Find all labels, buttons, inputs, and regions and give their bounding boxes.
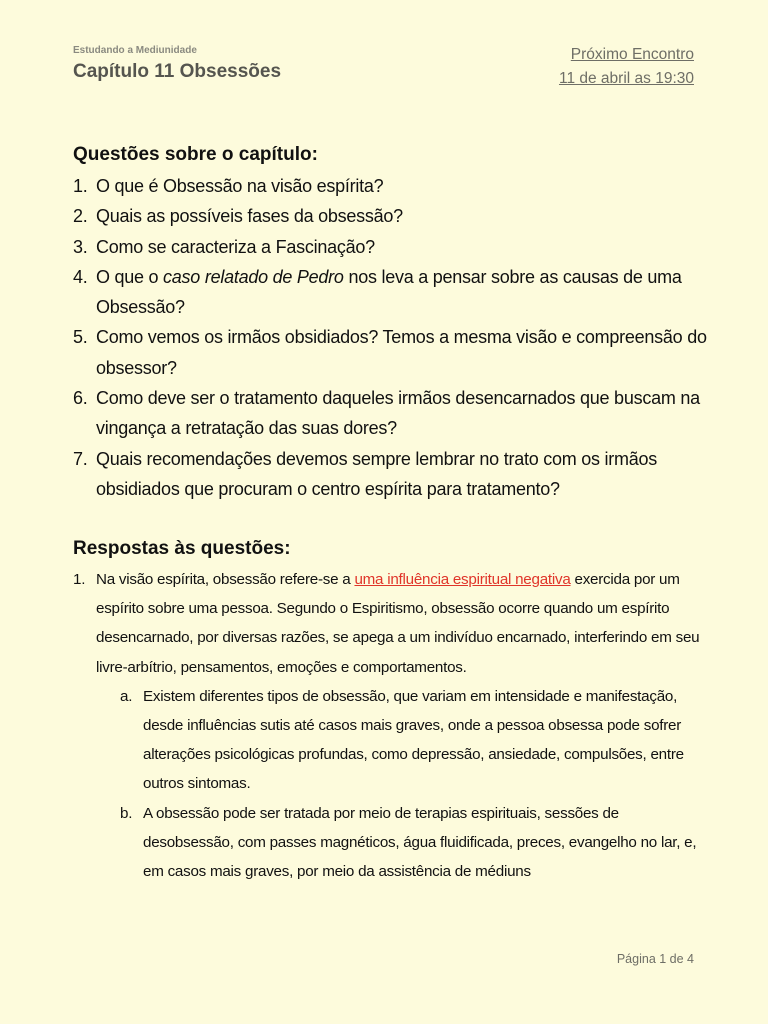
question-text: Como deve ser o tratamento daqueles irmãos desencarnados que buscam na vingança a retratação das suas dores? (96, 388, 700, 439)
answer-link[interactable]: uma influência espiritual negativa (354, 571, 571, 588)
answers-list (73, 565, 708, 886)
questions-heading: Questões sobre o capítulo: (73, 144, 318, 165)
answer-number: 1. (73, 571, 86, 588)
chapter-title: Capítulo 11 Obsessões (73, 61, 282, 82)
questions-section (73, 142, 708, 504)
question-item (73, 383, 708, 444)
question-text: Quais recomendações devemos sempre lembrar no trato com os irmãos obsidiados que procuram o centro espírita para tratamento? (96, 448, 657, 499)
question-number: 7. (73, 448, 88, 469)
question-item (73, 201, 708, 231)
answers-section (73, 536, 708, 886)
next-meeting-date-link[interactable]: 11 de abril as 19:30 (558, 70, 694, 87)
question-item (73, 171, 708, 201)
question-number: 4. (73, 266, 88, 287)
question-text-post: nos leva a pensar sobre as causas de uma Obsessão? (96, 266, 682, 318)
question-text: Como vemos os irmãos obsidiados? Temos a mesma visão e compreensão do obsessor? (96, 327, 707, 378)
question-text: Como se caracteriza a Fascinação? (96, 236, 375, 257)
question-number: 2. (73, 206, 88, 227)
question-number: 5. (73, 327, 88, 348)
question-text: O que é Obsessão na visão espírita? (96, 176, 384, 196)
question-item (73, 232, 708, 262)
question-item (73, 322, 708, 383)
questions-list (73, 171, 708, 504)
question-number: 3. (73, 236, 88, 257)
subitem-text: A obsessão pode ser tratada por meio de terapias espirituais, sessões de desobsessão, com passes magnéticos, água fluidificada, preces, evangelho no lar, e, em casos mais graves, por meio da assistência de médiuns (143, 804, 697, 881)
question-item (73, 262, 708, 323)
subitem-letter: b. (120, 804, 133, 822)
series-label: Estudando a Mediunidade (73, 45, 197, 56)
answer-text-pre: Na visão espírita, obsessão refere-se a (96, 571, 355, 588)
subitem-letter: a. (120, 687, 133, 705)
answer-subitem (120, 799, 708, 887)
answer-sublist (96, 682, 708, 886)
answer-text-post: exercida por um espírito sobre uma pessoa. Segundo o Espiritismo, obsessão ocorre quando um espírito desencarnado, por diversas razões, se apega a um indivíduo encarnado, interferindo em seu livre-arbítrio, pensamentos, emoções e comportamentos. (96, 571, 700, 676)
question-text: Quais as possíveis fases da obsessão? (96, 206, 403, 227)
question-emphasis: caso relatado de Pedro (163, 266, 344, 287)
question-number: 1. (73, 176, 88, 196)
page-number: Página 1 de 4 (616, 952, 694, 966)
question-text-pre: O que o (96, 266, 164, 287)
next-meeting (559, 43, 694, 91)
answer-item (73, 565, 708, 886)
answer-subitem (120, 682, 708, 799)
subitem-text: Existem diferentes tipos de obsessão, que variam em intensidade e manifestação, desde influências sutis até casos mais graves, onde a pessoa obsessa pode sofrer alterações psicológicas profundas, como depressão, ansiedade, compulsões, entre outros sintomas. (143, 687, 684, 793)
question-item (73, 444, 708, 505)
answers-heading: Respostas às questões: (73, 538, 291, 559)
document-header (73, 44, 281, 86)
next-meeting-link[interactable]: Próximo Encontro (570, 46, 694, 63)
question-number: 6. (73, 388, 88, 409)
